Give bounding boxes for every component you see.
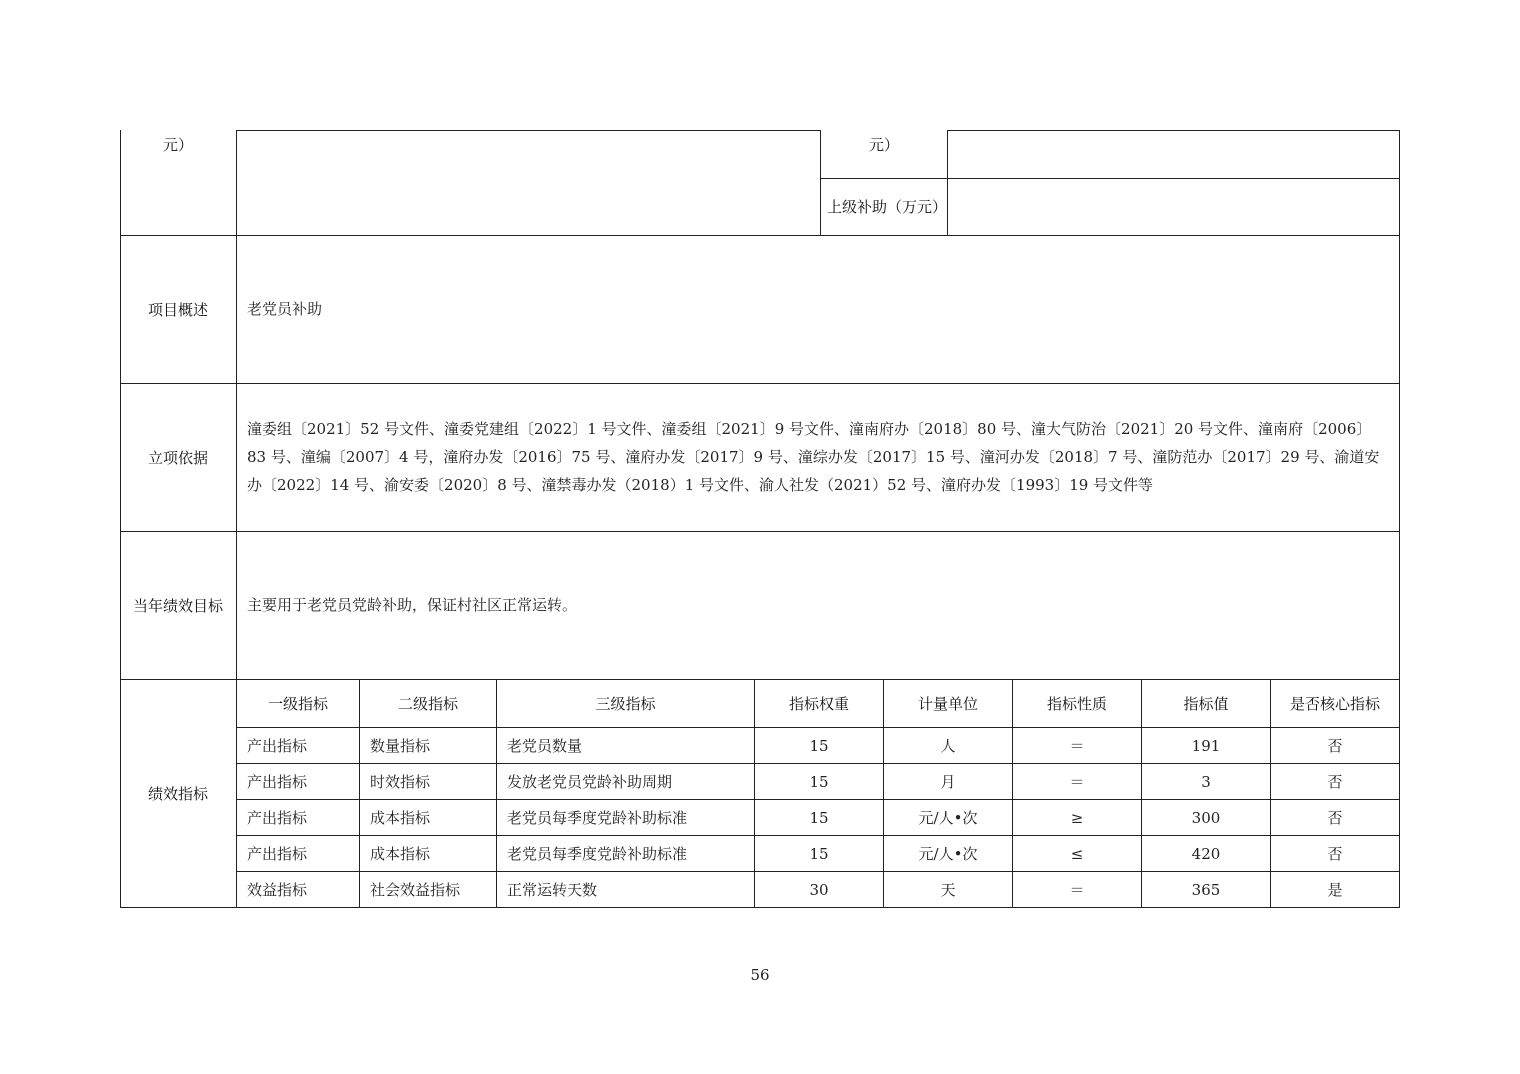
indicators-label: 绩效指标 bbox=[147, 785, 208, 803]
cell-unit: 人 bbox=[940, 737, 956, 755]
cell-level1: 产出指标 bbox=[247, 773, 308, 791]
basis-line: 潼委组〔2021〕52 号文件、潼委党建组〔2022〕1 号文件、潼委组〔2021〕9 号文件、潼南府办〔2018〕80 号、潼大气防治〔2021〕20 号文件、潼南府〔2006〕 bbox=[247, 420, 1372, 438]
cell-core: 否 bbox=[1327, 845, 1343, 863]
cell-unit: 元/人•次 bbox=[918, 809, 978, 827]
header-value: 指标值 bbox=[1183, 695, 1229, 713]
cell-level1: 产出指标 bbox=[247, 737, 308, 755]
page-number: 56 bbox=[750, 966, 770, 984]
cell-core: 否 bbox=[1327, 773, 1343, 791]
cell-weight: 15 bbox=[809, 772, 829, 791]
cell-level3: 发放老党员党龄补助周期 bbox=[507, 773, 673, 791]
header-level3: 三级指标 bbox=[595, 695, 656, 713]
superior-subsidy-label: 上级补助（万元） bbox=[827, 198, 948, 216]
cell-weight: 15 bbox=[809, 736, 829, 755]
basis-label: 立项依据 bbox=[147, 448, 208, 467]
cell-level2: 数量指标 bbox=[370, 737, 431, 755]
cell-weight: 15 bbox=[809, 808, 829, 827]
cell-nature: ＝ bbox=[1069, 773, 1085, 791]
cell-core: 否 bbox=[1327, 809, 1343, 827]
cell-level2: 成本指标 bbox=[370, 845, 431, 863]
cell-value: 191 bbox=[1191, 736, 1221, 755]
cell-level3: 正常运转天数 bbox=[507, 881, 598, 899]
cell-unit: 月 bbox=[940, 773, 956, 791]
cell-level3: 老党员数量 bbox=[507, 737, 583, 755]
header-nature: 指标性质 bbox=[1046, 695, 1107, 713]
cell-nature: ≤ bbox=[1070, 844, 1084, 863]
overview-label: 项目概述 bbox=[147, 300, 208, 319]
cell-level2: 社会效益指标 bbox=[370, 881, 461, 899]
cell-unit: 天 bbox=[940, 881, 956, 899]
cell-nature: ＝ bbox=[1069, 881, 1085, 899]
cell-weight: 15 bbox=[809, 844, 829, 863]
cell-level1: 产出指标 bbox=[247, 809, 308, 827]
goal-label: 当年绩效目标 bbox=[132, 596, 223, 615]
overview-content: 老党员补助 bbox=[247, 300, 323, 318]
cell-value: 365 bbox=[1191, 880, 1221, 899]
goal-content: 主要用于老党员党龄补助，保证村社区正常运转。 bbox=[247, 596, 578, 614]
cell-core: 否 bbox=[1327, 737, 1343, 755]
cell-value: 420 bbox=[1191, 844, 1221, 863]
cell-level2: 成本指标 bbox=[370, 809, 431, 827]
prev-row-label-fragment: 元） bbox=[162, 136, 193, 154]
cell-core: 是 bbox=[1327, 881, 1343, 899]
header-core: 是否核心指标 bbox=[1289, 695, 1380, 713]
cell-value: 300 bbox=[1191, 808, 1221, 827]
basis-line: 83 号、潼编〔2007〕4 号，潼府办发〔2016〕75 号、潼府办发〔2017〕9 号、潼综办发〔2017〕15 号、潼河办发〔2018〕7 号、潼防范办〔2017〕29 号、渝道安 bbox=[247, 448, 1380, 466]
cell-level3: 老党员每季度党龄补助标准 bbox=[507, 845, 688, 863]
prev-sublabel-fragment: 元） bbox=[868, 136, 899, 154]
header-level1: 一级指标 bbox=[267, 695, 328, 713]
header-level2: 二级指标 bbox=[397, 695, 458, 713]
cell-nature: ≥ bbox=[1070, 808, 1084, 827]
header-unit: 计量单位 bbox=[917, 695, 978, 713]
cell-level1: 效益指标 bbox=[247, 881, 308, 899]
cell-nature: ＝ bbox=[1069, 737, 1085, 755]
cell-unit: 元/人•次 bbox=[918, 845, 978, 863]
header-weight: 指标权重 bbox=[788, 695, 849, 713]
cell-level3: 老党员每季度党龄补助标准 bbox=[507, 809, 688, 827]
cell-level1: 产出指标 bbox=[247, 845, 308, 863]
cell-value: 3 bbox=[1201, 772, 1211, 791]
basis-line: 办〔2022〕14 号、渝安委〔2020〕8 号、潼禁毒办发（2018）1 号文件、渝人社发（2021）52 号、潼府办发〔1993〕19 号文件等 bbox=[247, 476, 1154, 494]
cell-weight: 30 bbox=[809, 880, 829, 899]
cell-level2: 时效指标 bbox=[370, 773, 431, 791]
